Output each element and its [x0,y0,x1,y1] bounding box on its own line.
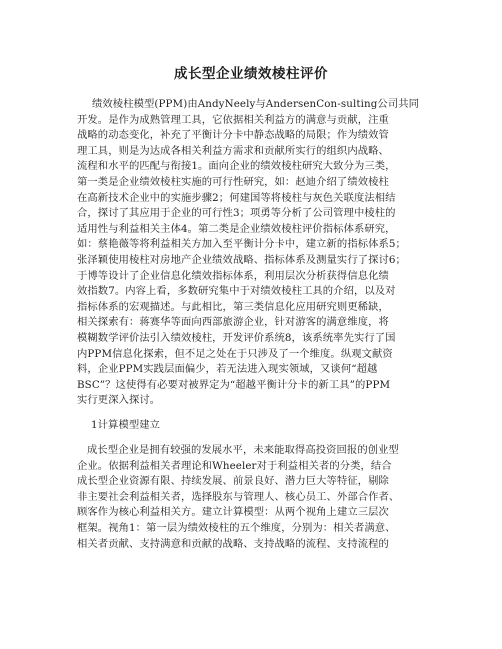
text-line: 成长型企业资源有限、持续发展、前景良好、潜力巨大等特征，剔除 [77,475,389,488]
text-line: 合，探讨了其应用于企业的可行性3；项勇等分析了公司管理中棱柱的 [77,207,396,220]
text-line: 相关探索有：蒋赛华等面向西部旅游企业，针对游客的满意维度，将 [77,316,389,329]
text-line: 在高新技术企业中的实施步骤2；何建国等将棱柱与灰色关联度法相结 [77,191,396,204]
text-line: 相关者贡献、支持满意和贡献的战略、支持战略的流程、支持流程的 [77,537,389,550]
text-line: 料，企业PPM实践层面偏少，若无法进入现实领域，又谈何“超越 [77,363,378,376]
text-line: 开发。是作为成熟管理工具，它依据相关利益方的满意与贡献，注重 [77,113,389,126]
text-line: 指标体系的宏观描述。与此相比，第三类信息化应用研究则更稀缺， [77,300,389,313]
text-line: 如：蔡艳薇等将利益相关方加入至平衡计分卡中，建立新的指标体系5； [77,238,406,251]
text-line: 顾客作为核心利益相关方。建立计算模型：从两个视角上建立三层次 [77,506,389,519]
section-heading: 1计算模型建立 [91,419,161,431]
text-line: 非主要社会利益相关者，选择股东与管理人、核心员工、外部合作者、 [77,490,400,503]
text-line: 适用性与利益相关主体4。第二类是企业绩效棱柱评价指标体系研究， [77,222,396,235]
text-line: 理工具，则是为达成各相关利益方需求和贡献所实行的组织内战略、 [77,144,389,157]
text-line: 内PPM信息化探索，但不足之处在于只涉及了一个维度。纵观文献资 [77,347,393,360]
text-line: 战略的动态变化，补充了平衡计分卡中静态战略的局限；作为绩效管 [77,129,389,142]
text-line: 成长型企业是拥有较强的发展水平，未来能取得高投资回报的创业型 [87,444,399,456]
text-line: 框架。视角1：第一层为绩效棱柱的五个维度，分别为：相关者满意、 [77,522,396,534]
text-line: 企业。依据利益相关者理论和Wheeler对于利益相关者的分类，结合 [77,459,392,472]
text-line: 绩效棱柱模型(PPM)由AndyNeely与AndersenCon-sulting公司共同 [92,98,420,110]
text-line: 模糊数学评价法引入绩效棱柱，开发评价系统8，该系统率先实行了国 [77,332,396,344]
document-title: 成长型企业绩效棱柱评价 [174,66,328,82]
text-line: 于博等设计了企业信息化绩效指标体系，利用层次分析获得信息化绩 [77,269,389,282]
text-line: BSC”？这使得有必要对被界定为“超越平衡计分卡的新工具”的PPM [77,378,391,391]
text-line: 张泽颖使用棱柱对房地产企业绩效战略、指标体系及测量实行了探讨6； [77,254,406,266]
text-line: 实行更深入探讨。 [77,394,161,407]
text-line: 流程和水平的匹配与衔接1。面向企业的绩效棱柱研究大致分为三类， [77,160,396,173]
text-line: 第一类是企业绩效棱柱实施的可行性研究，如：赵迪介绍了绩效棱柱 [77,176,389,188]
text-line: 效指数7。内容上看，多数研究集中于对绩效棱柱工具的介绍，以及对 [77,285,396,298]
